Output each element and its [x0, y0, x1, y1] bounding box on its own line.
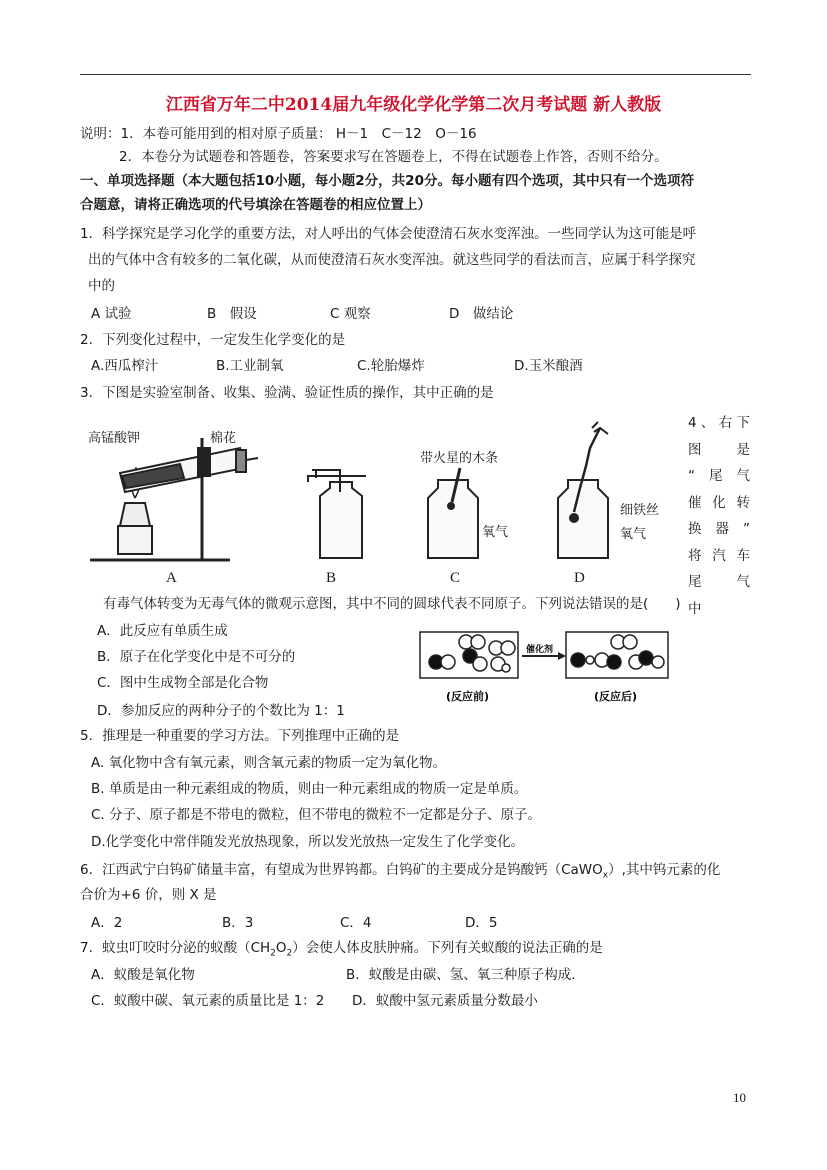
q4-side-line: “ 尾 气 [688, 468, 750, 484]
after-label: (反应后) [594, 690, 638, 703]
q2-option-d: D.玉米酿酒 [514, 358, 583, 374]
q4-side-line: 尾 气 中 [688, 574, 764, 617]
q1-line-1: 1．科学探究是学习化学的重要方法，对人呼出的气体会使澄清石灰水变浑浊。一些同学认为这可能是呼 [80, 226, 697, 242]
q7-option-d: D．蚁酸中氢元素质量分数最小 [352, 993, 538, 1009]
q4-option-d: D．参加反应的两种分子的个数比为 1：1 [97, 703, 345, 719]
catalyst-label: 催化剂 [526, 645, 554, 655]
apparatus-b [308, 470, 366, 558]
label-cotton: 棉花 [210, 431, 237, 446]
note-line-1: 说明：1．本卷可能用到的相对原子质量： H－1 C－12 O－16 [80, 126, 477, 142]
q4-stem: 有毒气体转变为无毒气体的微观示意图，其中不同的圆球代表不同原子。下列说法错误的是( ) [103, 596, 681, 612]
q2-option-c: C.轮胎爆炸 [357, 358, 425, 374]
q4-side-line: 4、右下 [688, 415, 750, 431]
q6-subscript-x: x [602, 870, 609, 881]
label-splint: 带火星的木条 [420, 451, 499, 466]
q4-option-b: B．原子在化学变化中是不可分的 [97, 649, 296, 665]
label-c: C [450, 570, 461, 586]
q4-side-line: 换 器 ” [688, 521, 750, 537]
apparatus-d [558, 422, 608, 558]
q6-option-b: B．3 [222, 915, 254, 931]
section-heading-line-2: 合题意，请将正确选项的代号填涂在答题卷的相应位置上） [80, 197, 431, 213]
before-label: (反应前) [446, 690, 490, 703]
label-iron-wire: 细铁丝 [620, 503, 660, 518]
page-number: 10 [733, 1090, 746, 1105]
label-oxygen-d: 氧气 [620, 527, 647, 542]
q7-stem-c: ）会使人体皮肤肿痛。下列有关蚁酸的说法正确的是 [292, 940, 603, 956]
q1-line-2: 出的气体中含有较多的二氧化碳，从而使澄清石灰水变浑浊。就这些同学的看法而言，应属于科学探究 [88, 252, 696, 268]
q4-reaction-diagram [418, 628, 678, 708]
q3-apparatus-figure [80, 408, 680, 588]
q1-option-d: D 做结论 [449, 306, 514, 322]
q6-line-1-a: 6．江西武宁白钨矿储量丰富，有望成为世界钨都。白钨矿的主要成分是钨酸钙（CaWO [80, 862, 603, 878]
section-heading-line-1: 一、单项选择题（本大题包括10小题，每小题2分，共20分。每小题有四个选项，其中只有一个选项符 [80, 173, 694, 189]
q1-option-c: C 观察 [330, 306, 371, 322]
q4-side-text [688, 410, 764, 622]
q7-sub-1: 2 [270, 948, 276, 959]
q6-line-1-b: ）,其中钨元素的化 [608, 862, 721, 878]
q4-side-line: 催化转 [688, 494, 750, 511]
q6-option-c: C．4 [340, 915, 372, 931]
label-b: B [326, 570, 337, 586]
apparatus-c [428, 468, 478, 558]
label-oxygen-c: 氧气 [482, 525, 509, 540]
label-a: A [166, 570, 177, 586]
after-box [566, 632, 668, 678]
q7-stem-b: O [275, 940, 287, 956]
q4-side-line: 将汽车 [688, 547, 750, 564]
q2-option-a: A.西瓜榨汁 [91, 358, 159, 374]
label-kmno4: 高锰酸钾 [88, 431, 141, 446]
q7-option-a: A．蚁酸是氧化物 [91, 967, 195, 983]
q6-option-d: D．5 [465, 915, 498, 931]
q5-option-c: C. 分子、原子都是不带电的微粒，但不带电的微粒不一定都是分子、原子。 [91, 807, 542, 823]
q6-line-1 [80, 861, 720, 885]
q7-option-c: C．蚁酸中碳、氧元素的质量比是 1：2 [91, 993, 325, 1009]
q1-line-3: 中的 [88, 278, 115, 294]
q5-option-d: D.化学变化中常伴随发光放热现象，所以发光放热一定发生了化学变化。 [91, 834, 525, 850]
label-d: D [574, 570, 585, 586]
arrow-head [558, 652, 566, 660]
q7-stem [80, 939, 603, 963]
q7-stem-a: 7．蚊虫叮咬时分泌的蚁酸（CH [80, 940, 271, 956]
q3-stem: 3．下图是实验室制备、收集、验满、验证性质的操作，其中正确的是 [80, 385, 494, 401]
q7-sub-2: 2 [286, 948, 293, 959]
note-line-2: 2．本卷分为试题卷和答题卷，答案要求写在答题卷上，不得在试题卷上作答，否则不给分。 [119, 149, 668, 165]
q1-option-a: A 试验 [91, 306, 132, 322]
q4-option-c: C．图中生成物全部是化合物 [97, 675, 269, 691]
q5-option-b: B. 单质是由一种元素组成的物质，则由一种元素组成的物质一定是单质。 [91, 781, 528, 797]
apparatus-a [90, 438, 258, 560]
q6-line-2: 合价为+6 价，则 X 是 [80, 887, 217, 903]
q2-option-b: B.工业制氧 [216, 358, 284, 374]
page-title: 江西省万年二中2014届九年级化学化学第二次月考试题 新人教版 [165, 95, 662, 115]
q4-option-a: A．此反应有单质生成 [97, 623, 228, 639]
q4-side-line: 图 是 [688, 441, 750, 458]
q1-option-b: B 假设 [207, 306, 257, 322]
q5-option-a: A. 氧化物中含有氧元素，则含氧元素的物质一定为氧化物。 [91, 755, 447, 771]
q6-option-a: A．2 [91, 915, 123, 931]
q2-stem: 2．下列变化过程中，一定发生化学变化的是 [80, 332, 346, 348]
q5-stem: 5．推理是一种重要的学习方法。下列推理中正确的是 [80, 728, 400, 744]
header-rule [80, 74, 751, 75]
q7-option-b: B．蚁酸是由碳、氢、氧三种原子构成. [346, 967, 576, 983]
before-box [420, 632, 518, 678]
